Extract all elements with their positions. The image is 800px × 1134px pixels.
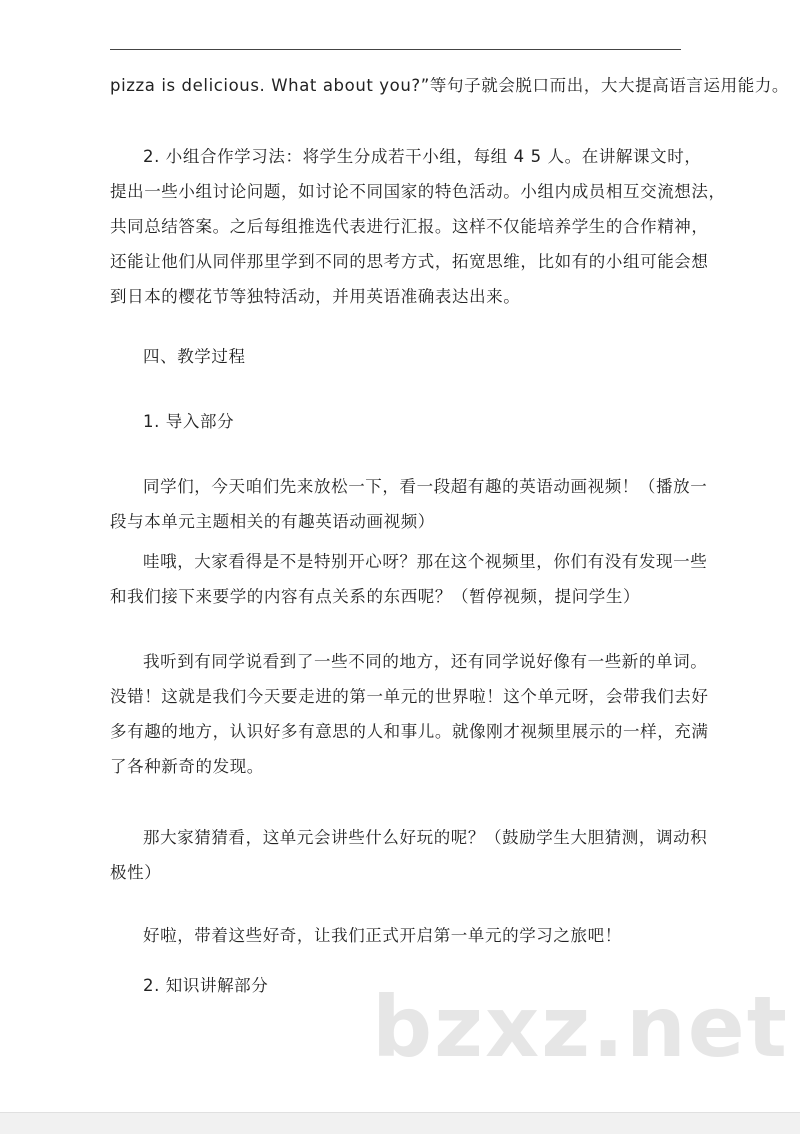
paragraph-start [110,918,685,953]
text-line: pizza is delicious. What about you?”等句子就会脱口而出，大大提高语言运用能力。 [110,76,790,95]
heading-text: 四、教学过程 [143,347,246,366]
text-line: 提出一些小组讨论问题，如讨论不同国家的特色活动。小组内成员相互交流想法， [110,182,726,201]
paragraph-video [110,469,708,539]
text-line: 多有趣的地方，认识好多有意思的人和事儿。就像刚才视频里展示的一样，充满 [110,722,709,741]
paragraph-guess [110,820,708,890]
paragraph-continuation [110,68,790,103]
text-line: 还能让他们从同伴那里学到不同的思考方式，拓宽思维，比如有的小组可能会想 [110,252,709,271]
paragraph-group-learning [110,139,726,314]
text-line: 到日本的樱花节等独特活动，并用英语准确表达出来。 [110,287,521,306]
text-line: 那大家猜猜看，这单元会讲些什么好玩的呢？（鼓励学生大胆猜测，调动积 [143,828,708,847]
text-line: 共同总结答案。之后每组推选代表进行汇报。这样不仅能培养学生的合作精神， [110,217,709,236]
heading-text: 2. 知识讲解部分 [143,976,269,995]
watermark-text: bzxz.net [372,978,789,1076]
text-line: 哇哦，大家看得是不是特别开心呀？那在这个视频里，你们有没有发现一些 [143,552,708,571]
section-heading-teaching-process [110,339,685,374]
text-line: 极性） [110,863,162,882]
text-line: 同学们，今天咱们先来放松一下，看一段超有趣的英语动画视频！（播放一 [143,477,708,496]
text-line: 我听到有同学说看到了一些不同的地方，还有同学说好像有一些新的单词。 [143,652,708,671]
heading-text: 1. 导入部分 [143,412,235,431]
text-line: 没错！这就是我们今天要走进的第一单元的世界啦！这个单元呀，会带我们去好 [110,687,709,706]
text-line: 好啦，带着这些好奇，让我们正式开启第一单元的学习之旅吧！ [143,926,622,945]
text-line: 了各种新奇的发现。 [110,757,264,776]
text-line: 2. 小组合作学习法：将学生分成若干小组，每组 4 5 人。在讲解课文时， [143,147,702,166]
page-bottom-edge [0,1112,800,1134]
text-line: 段与本单元主题相关的有趣英语动画视频） [110,512,435,531]
paragraph-unit-intro [110,644,709,784]
paragraph-question [110,544,708,614]
subheading-introduction [110,404,685,439]
text-line: 和我们接下来要学的内容有点关系的东西呢？（暂停视频，提问学生） [110,587,641,606]
header-rule [110,49,681,50]
